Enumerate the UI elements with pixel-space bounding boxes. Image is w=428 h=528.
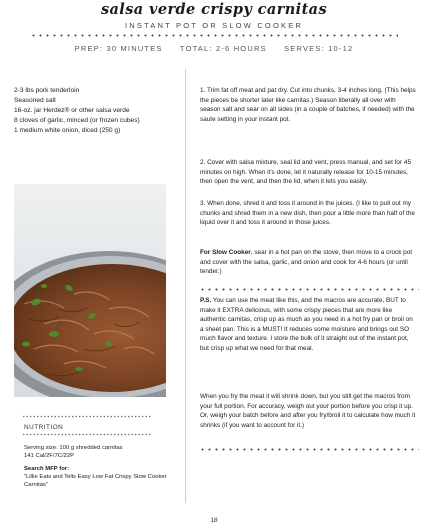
nutrition-heading: NUTRITION — [24, 424, 64, 431]
recipe-subtitle: INSTANT POT OR SLOW COOKER — [124, 21, 304, 30]
ps-divider-bottom — [199, 448, 419, 451]
ingredient-item: 2-3 lbs pork tenderloin — [14, 87, 80, 94]
nutrition-divider-bottom — [22, 433, 152, 436]
recipe-meta — [0, 44, 428, 53]
recipe-title: salsa verde crispy carnitas — [100, 1, 328, 18]
ps-note — [200, 296, 418, 353]
final-note: When you fry the meat it will shrink down, but you still get the macros from your full portion. For accuracy, weigh out your portion before you crisp it up. Or, weigh your batch before and after you fry/broil it to calculate how much it shrinks (if you want to account for it.) — [200, 393, 416, 429]
nutrition-info — [24, 444, 174, 489]
column-divider — [185, 69, 186, 503]
step-1: 1. Trim fat off meat and pat dry. Cut into chunks, 3-4 inches long. (This helps the pieces be shorter later like carnitas.) Season liberally all over with season salt and sear on all sides (in a couple of batches, if needed) with the saute setting in your instant pot. — [200, 87, 416, 123]
slow-cooker-label: For Slow Cooker — [200, 249, 251, 256]
macros: 141 Cal/2F/7C/22P — [24, 453, 75, 459]
prep-time: PREP: 30 MINUTES — [74, 44, 163, 53]
ps-text: You can use the meat like this, and the macros are accurate, BUT to make it EXTRA delicious, with some crispy pieces that are more like authentic carnitas, crisp up as much as you need in a hot fry pan or broil on a sheet pan. This is a MUST! It reduces some moisture and brings out SO much flavor and texture. I store the bulk of it straight out of the instant pot, but crisp up what we need for that meal. — [200, 297, 413, 352]
search-label: Search MFP for: — [24, 466, 70, 472]
search-term: “Lillie Eats and Tells Easy Low Fat Crispy Slow Cooker Carnitas” — [24, 474, 167, 488]
slow-cooker-text: , sear in a hot pan on the stove, then move to a crock pot and cover with the salsa, garlic, and onion and cook for 4-6 hours (or until tender.) — [200, 249, 413, 276]
ps-label: P.S. — [200, 297, 212, 304]
ingredient-item: Seasoned salt — [14, 97, 56, 104]
ps-divider-top — [199, 288, 419, 291]
serving-size: Serving size: 100 g shredded carnitas — [24, 445, 123, 451]
step-2: 2. Cover with salsa mixture, seal lid and vent, press manual, and set for 45 minutes on high. When it's done, let it naturally release for 10-15 minutes, then open the vent, and then the lid, when it lets you easily. — [200, 159, 411, 186]
ingredient-item: 16-oz. jar Herdez® or other salsa verde — [14, 107, 130, 114]
servings: SERVES: 10-12 — [284, 44, 354, 53]
ingredient-item: 8 cloves of garlic, minced (or frozen cubes) — [14, 117, 140, 124]
total-time: TOTAL: 2-6 HOURS — [179, 44, 267, 53]
page-number: 18 — [210, 517, 218, 524]
header-divider — [30, 34, 398, 37]
nutrition-divider-top — [22, 415, 152, 418]
step-3: 3. When done, shred it and toss it around in the juices. (I like to pull out my chunks and shred them in a new dish, then pour a little more than half of the liquid over it and toss it around in those juices. — [200, 200, 415, 227]
slow-cooker-note — [200, 248, 418, 277]
carnitas-photo — [14, 184, 166, 397]
ingredient-item: 1 medium white onion, diced (250 g) — [14, 127, 121, 134]
ingredient-list — [14, 86, 182, 136]
